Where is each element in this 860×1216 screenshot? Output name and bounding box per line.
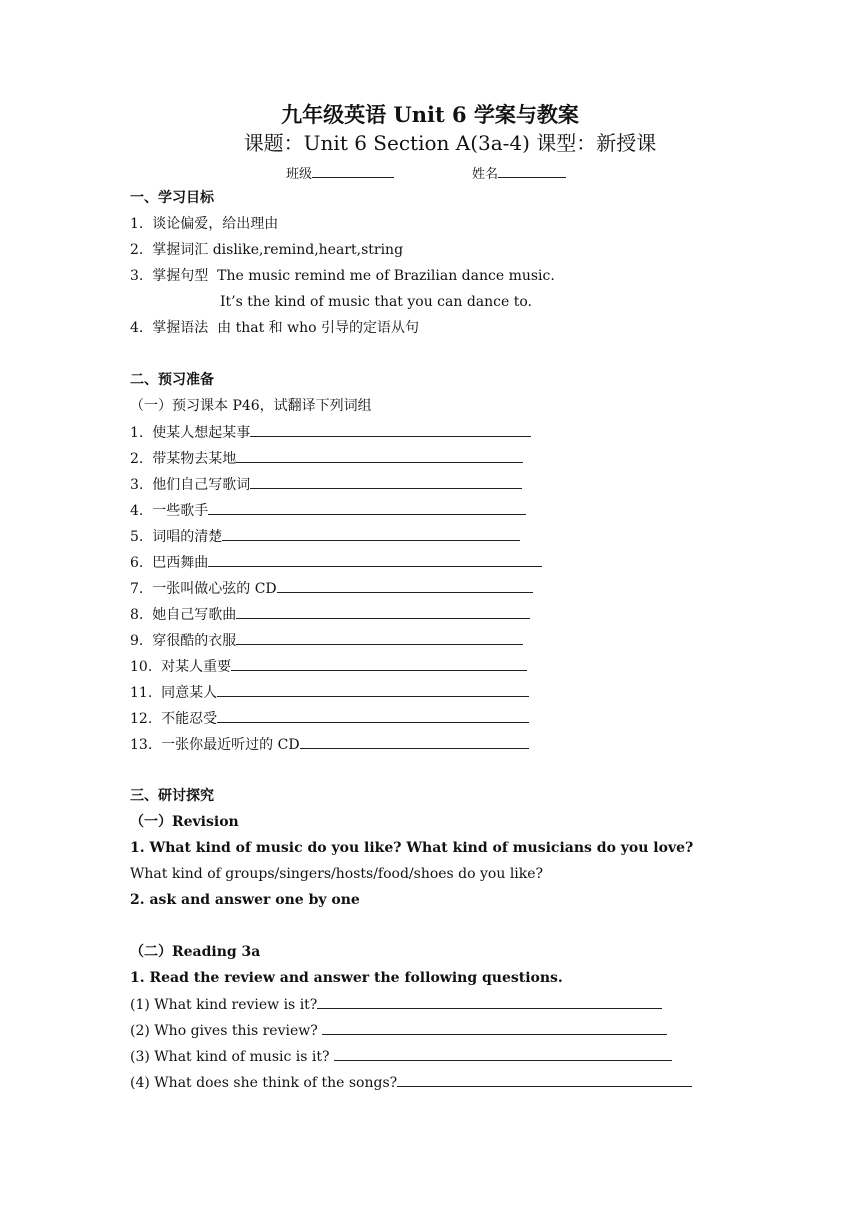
translate-item-label: 6. 巴西舞曲 <box>130 555 209 571</box>
translate-item-label: 10. 对某人重要 <box>130 659 232 675</box>
answer-blank[interactable] <box>217 682 529 697</box>
translate-item-label: 7. 一张叫做心弦的 CD <box>130 581 277 597</box>
translate-item-label: 2. 带某物去某地 <box>130 451 237 467</box>
answer-blank[interactable] <box>236 630 523 645</box>
reading-instruction: 1. Read the review and answer the following questions. <box>130 970 563 986</box>
answer-blank[interactable] <box>300 734 529 749</box>
translate-item <box>130 578 533 599</box>
translate-item <box>130 526 520 547</box>
answer-blank[interactable] <box>231 656 527 671</box>
translate-item <box>130 734 529 755</box>
answer-blank[interactable] <box>236 604 530 619</box>
section-heading-preview: 二、预习准备 <box>130 372 214 388</box>
goal-item: 3. 掌握句型 The music remind me of Brazilian dance music. <box>130 268 555 284</box>
translate-item-label: 4. 一些歌手 <box>130 503 209 519</box>
answer-blank[interactable] <box>250 422 531 437</box>
reading-question-label: (2) Who gives this review? <box>130 1023 323 1039</box>
translate-item-label: 9. 穿很酷的衣服 <box>130 633 237 649</box>
goal-item: 2. 掌握词汇 dislike,remind,heart,string <box>130 242 404 258</box>
answer-blank[interactable] <box>208 500 526 515</box>
class-blank[interactable] <box>312 163 394 178</box>
answer-blank[interactable] <box>236 448 523 463</box>
reading-question-label: (3) What kind of music is it? <box>130 1049 334 1065</box>
answer-blank[interactable] <box>250 474 522 489</box>
goal-item: 4. 掌握语法 由 that 和 who 引导的定语从句 <box>130 320 420 336</box>
class-label: 班级 <box>286 167 313 182</box>
preview-subheading: （一）预习课本 P46，试翻译下列词组 <box>130 398 372 414</box>
translate-item-label: 1. 使某人想起某事 <box>130 425 251 441</box>
translate-item <box>130 500 526 521</box>
name-label: 姓名 <box>472 167 499 182</box>
answer-blank[interactable] <box>334 1046 672 1061</box>
answer-blank[interactable] <box>277 578 533 593</box>
translate-item-label: 3. 他们自己写歌词 <box>130 477 251 493</box>
answer-blank[interactable] <box>322 1020 667 1035</box>
translate-item <box>130 656 527 677</box>
reading-heading: （二）Reading 3a <box>130 944 261 960</box>
translate-item-label: 13. 一张你最近听过的 CD <box>130 737 300 753</box>
answer-blank[interactable] <box>317 994 662 1009</box>
name-blank[interactable] <box>498 163 566 178</box>
answer-blank[interactable] <box>222 526 520 541</box>
translate-item-label: 12. 不能忍受 <box>130 711 218 727</box>
answer-blank[interactable] <box>397 1072 692 1087</box>
goal-item: 1. 谈论偏爱，给出理由 <box>130 216 279 232</box>
answer-blank[interactable] <box>217 708 529 723</box>
reading-question <box>130 1072 692 1093</box>
reading-question-label: (1) What kind review is it? <box>130 997 318 1013</box>
translate-item-label: 5. 词唱的清楚 <box>130 529 223 545</box>
answer-blank[interactable] <box>208 552 542 567</box>
translate-item <box>130 630 523 651</box>
reading-question-label: (4) What does she think of the songs? <box>130 1075 398 1091</box>
translate-item <box>130 448 523 469</box>
revision-question-sub: What kind of groups/singers/hosts/food/shoes do you like? <box>130 866 544 882</box>
document-subtitle: 课题：Unit 6 Section A(3a-4) 课型：新授课 <box>243 131 657 155</box>
translate-item-label: 11. 同意某人 <box>130 685 218 701</box>
revision-task: 2. ask and answer one by one <box>130 892 360 908</box>
section-heading-explore: 三、研讨探究 <box>130 788 214 804</box>
name-field <box>472 163 566 184</box>
revision-heading: （一）Revision <box>130 814 239 830</box>
translate-item <box>130 422 531 443</box>
translate-item <box>130 552 542 573</box>
reading-question <box>130 994 662 1015</box>
translate-item <box>130 604 530 625</box>
reading-question <box>130 1020 667 1041</box>
translate-item <box>130 682 529 703</box>
translate-item-label: 8. 她自己写歌曲 <box>130 607 237 623</box>
document-title: 九年级英语 Unit 6 学案与教案 <box>281 102 579 127</box>
goal-item: It’s the kind of music that you can dance to. <box>220 294 532 310</box>
class-field <box>286 163 394 184</box>
reading-question <box>130 1046 672 1067</box>
section-heading-goals: 一、学习目标 <box>130 190 214 206</box>
translate-item <box>130 708 529 729</box>
revision-question: 1. What kind of music do you like? What kind of musicians do you love? <box>130 840 694 856</box>
translate-item <box>130 474 522 495</box>
